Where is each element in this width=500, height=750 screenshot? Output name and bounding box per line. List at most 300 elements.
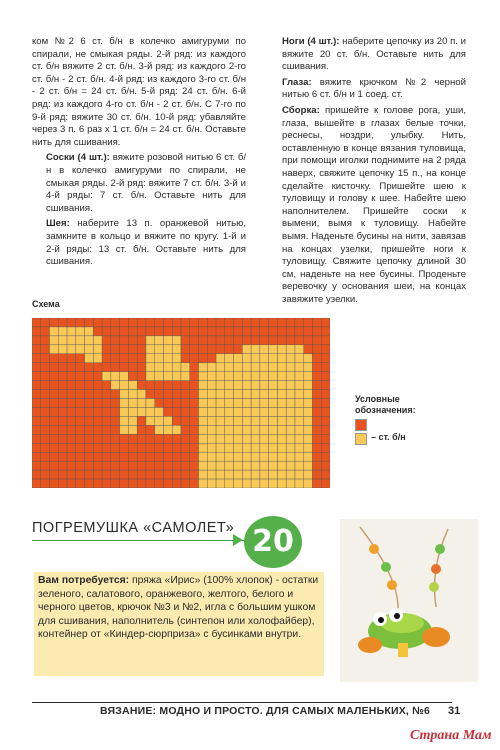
chart-cell (225, 470, 234, 479)
chart-cell (76, 399, 85, 408)
chart-cell (128, 354, 137, 363)
chart-cell (181, 372, 190, 381)
chart-cell (207, 407, 216, 416)
chart-cell (41, 354, 50, 363)
chart-cell (312, 372, 321, 381)
chart-cell (269, 372, 278, 381)
chart-cell (120, 390, 129, 399)
chart-cell (181, 443, 190, 452)
chart-cell (251, 479, 260, 488)
magazine-title: ВЯЗАНИЕ: МОДНО И ПРОСТО. ДЛЯ САМЫХ МАЛЕНЬКИХ, №6 (100, 705, 431, 717)
chart-legend (355, 394, 416, 442)
chart-cell (216, 327, 225, 336)
chart-cell (58, 354, 67, 363)
chart-cell (155, 425, 164, 434)
chart-cell (85, 434, 94, 443)
chart-cell (50, 318, 59, 327)
chart-cell (120, 354, 129, 363)
chart-cell (163, 452, 172, 461)
chart-cell (225, 390, 234, 399)
chart-cell (163, 372, 172, 381)
chart-cell (312, 434, 321, 443)
chart-cell (216, 363, 225, 372)
chart-cell (32, 425, 41, 434)
chart-cell (85, 443, 94, 452)
chart-cell (172, 470, 181, 479)
chart-cell (234, 372, 243, 381)
chart-cell (234, 461, 243, 470)
chart-cell (172, 318, 181, 327)
chart-cell (295, 470, 304, 479)
chart-cell (242, 407, 251, 416)
chart-cell (190, 345, 199, 354)
chart-cell (225, 336, 234, 345)
chart-cell (102, 336, 111, 345)
chart-cell (216, 318, 225, 327)
chart-cell (172, 452, 181, 461)
chart-cell (286, 470, 295, 479)
chart-cell (50, 470, 59, 479)
chart-cell (312, 363, 321, 372)
chart-cell (321, 327, 330, 336)
chart-cell (251, 425, 260, 434)
chart-cell (277, 399, 286, 408)
chart-cell (304, 345, 313, 354)
chart-cell (32, 407, 41, 416)
chart-cell (199, 327, 208, 336)
chart-cell (58, 363, 67, 372)
chart-cell (32, 372, 41, 381)
chart-cell (286, 381, 295, 390)
chart-cell (102, 425, 111, 434)
chart-cell (146, 479, 155, 488)
chart-cell (32, 345, 41, 354)
chart-cell (216, 452, 225, 461)
chart-cell (304, 390, 313, 399)
chart-cell (260, 470, 269, 479)
chart-cell (85, 461, 94, 470)
chart-cell (137, 479, 146, 488)
chart-cell (260, 399, 269, 408)
chart-cell (85, 345, 94, 354)
chart-cell (155, 452, 164, 461)
chart-cell (85, 399, 94, 408)
chart-cell (146, 452, 155, 461)
chart-cell (41, 345, 50, 354)
chart-cell (111, 381, 120, 390)
chart-cell (225, 354, 234, 363)
chart-cell (216, 381, 225, 390)
chart-cell (120, 318, 129, 327)
chart-cell (207, 461, 216, 470)
chart-cell (146, 407, 155, 416)
chart-cell (190, 425, 199, 434)
chart-cell (146, 354, 155, 363)
chart-cell (76, 327, 85, 336)
chart-cell (321, 407, 330, 416)
chart-cell (199, 372, 208, 381)
chart-cell (67, 470, 76, 479)
chart-cell (137, 425, 146, 434)
chart-cell (234, 425, 243, 434)
chart-cell (216, 336, 225, 345)
chart-cell (234, 363, 243, 372)
chart-cell (102, 407, 111, 416)
chart-cell (102, 363, 111, 372)
chart-cell (181, 345, 190, 354)
chart-cell (111, 354, 120, 363)
chart-cell (128, 434, 137, 443)
chart-cell (321, 345, 330, 354)
chart-cell (93, 345, 102, 354)
paragraph-text: вяжите крючком №2 черной нитью 6 ст. б/н и 1 соед. ст. (282, 76, 466, 101)
chart-cell (321, 390, 330, 399)
chart-cell (58, 381, 67, 390)
chart-cell (234, 479, 243, 488)
chart-cell (163, 399, 172, 408)
chart-cell (163, 407, 172, 416)
chart-cell (67, 354, 76, 363)
chart-cell (181, 381, 190, 390)
chart-cell (32, 416, 41, 425)
yellow-swatch (355, 433, 367, 445)
chart-cell (216, 345, 225, 354)
chart-cell (146, 345, 155, 354)
chart-cell (190, 318, 199, 327)
chart-cell (304, 425, 313, 434)
chart-cell (155, 327, 164, 336)
chart-cell (234, 318, 243, 327)
chart-cell (269, 407, 278, 416)
chart-cell (225, 443, 234, 452)
legend-title: обозначения: (355, 405, 416, 415)
chart-cell (50, 327, 59, 336)
chart-cell (111, 327, 120, 336)
chart-cell (111, 345, 120, 354)
chart-cell (32, 318, 41, 327)
chart-cell (242, 327, 251, 336)
chart-cell (304, 363, 313, 372)
chart-cell (321, 479, 330, 488)
chart-cell (128, 363, 137, 372)
chart-cell (286, 318, 295, 327)
chart-cell (234, 354, 243, 363)
body-paragraph (268, 77, 466, 102)
paragraph-label: Соски (4 шт.): (46, 152, 110, 164)
chart-cell (207, 452, 216, 461)
legend-item-label: – ст. б/н (371, 432, 406, 442)
chart-cell (269, 336, 278, 345)
chart-cell (102, 372, 111, 381)
chart-cell (41, 399, 50, 408)
chart-cell (199, 399, 208, 408)
chart-cell (295, 416, 304, 425)
chart-cell (269, 479, 278, 488)
chart-cell (234, 399, 243, 408)
chart-cell (102, 434, 111, 443)
chart-cell (207, 381, 216, 390)
chart-cell (260, 434, 269, 443)
chart-cell (85, 452, 94, 461)
chart-cell (269, 381, 278, 390)
chart-cell (304, 327, 313, 336)
chart-cell (199, 354, 208, 363)
requirements-body: пряжа «Ирис» (100% хлопок) - остатки зеленого, салатового, оранжевого, желтого, белого и черного цветов, крючок №3 и №2, игла с большим ушком для сшивания, наполнитель (синтепон или холофайбер), контейнер от «Киндер-сюрприза» с бусинками внутри. (38, 575, 319, 641)
chart-cell (93, 407, 102, 416)
chart-cell (181, 399, 190, 408)
chart-cell (120, 372, 129, 381)
chart-cell (128, 336, 137, 345)
chart-cell (190, 416, 199, 425)
chart-cell (41, 372, 50, 381)
chart-cell (234, 327, 243, 336)
chart-cell (312, 425, 321, 434)
chart-cell (304, 399, 313, 408)
chart-cell (85, 407, 94, 416)
chart-cell (190, 390, 199, 399)
chart-cell (190, 372, 199, 381)
chart-cell (304, 354, 313, 363)
chart-cell (181, 461, 190, 470)
chart-cell (146, 390, 155, 399)
chart-cell (225, 479, 234, 488)
chart-cell (58, 399, 67, 408)
chart-cell (216, 479, 225, 488)
chart-cell (234, 407, 243, 416)
chart-cell (146, 327, 155, 336)
chart-cell (102, 399, 111, 408)
chart-cell (93, 399, 102, 408)
chart-cell (58, 434, 67, 443)
chart-cell (181, 318, 190, 327)
chart-cell (163, 327, 172, 336)
chart-cell (199, 390, 208, 399)
chart-cell (286, 461, 295, 470)
chart-cell (207, 479, 216, 488)
chart-cell (251, 416, 260, 425)
chart-cell (242, 434, 251, 443)
chart-cell (234, 452, 243, 461)
chart-cell (67, 399, 76, 408)
chart-cell (58, 470, 67, 479)
chart-cell (111, 461, 120, 470)
chart-cell (225, 381, 234, 390)
chart-cell (304, 372, 313, 381)
chart-cell (181, 434, 190, 443)
chart-cell (181, 425, 190, 434)
chart-cell (251, 336, 260, 345)
chart-cell (137, 336, 146, 345)
chart-cell (50, 363, 59, 372)
chart-cell (269, 461, 278, 470)
chart-cell (181, 452, 190, 461)
chart-cell (286, 416, 295, 425)
chart-cell (312, 407, 321, 416)
chart-cell (67, 461, 76, 470)
chart-cell (111, 479, 120, 488)
chart-cell (190, 407, 199, 416)
knitting-chart (32, 318, 330, 488)
chart-cell (111, 399, 120, 408)
chart-cell (85, 336, 94, 345)
project-number-badge: 20 (244, 516, 302, 568)
chart-cell (172, 461, 181, 470)
chart-cell (207, 416, 216, 425)
chart-cell (111, 416, 120, 425)
chart-cell (277, 407, 286, 416)
chart-cell (295, 327, 304, 336)
chart-cell (128, 318, 137, 327)
chart-cell (137, 407, 146, 416)
chart-cell (67, 390, 76, 399)
chart-cell (111, 470, 120, 479)
chart-cell (269, 470, 278, 479)
chart-cell (172, 390, 181, 399)
chart-cell (260, 443, 269, 452)
chart-cell (321, 354, 330, 363)
chart-cell (304, 479, 313, 488)
chart-cell (295, 354, 304, 363)
chart-cell (207, 470, 216, 479)
chart-cell (242, 479, 251, 488)
page-number: 31 (448, 705, 461, 717)
chart-cell (199, 381, 208, 390)
chart-cell (93, 318, 102, 327)
badge-pointer (233, 534, 243, 546)
chart-cell (93, 434, 102, 443)
chart-cell (277, 381, 286, 390)
chart-cell (85, 381, 94, 390)
chart-cell (295, 390, 304, 399)
chart-cell (102, 327, 111, 336)
chart-cell (111, 390, 120, 399)
chart-cell (93, 443, 102, 452)
chart-cell (76, 354, 85, 363)
chart-cell (155, 443, 164, 452)
chart-cell (41, 381, 50, 390)
chart-cell (225, 372, 234, 381)
chart-cell (102, 390, 111, 399)
chart-cell (146, 381, 155, 390)
chart-cell (181, 416, 190, 425)
chart-cell (242, 381, 251, 390)
chart-cell (199, 479, 208, 488)
chart-cell (146, 363, 155, 372)
chart-cell (251, 443, 260, 452)
chart-cell (277, 336, 286, 345)
chart-cell (207, 425, 216, 434)
chart-cell (260, 407, 269, 416)
chart-cell (155, 363, 164, 372)
chart-cell (216, 416, 225, 425)
chart-cell (146, 336, 155, 345)
chart-cell (58, 461, 67, 470)
chart-cell (225, 416, 234, 425)
schema-label: Схема (32, 299, 60, 309)
chart-cell (181, 336, 190, 345)
chart-cell (181, 479, 190, 488)
chart-cell (260, 363, 269, 372)
chart-cell (128, 327, 137, 336)
chart-cell (172, 372, 181, 381)
chart-cell (41, 425, 50, 434)
chart-cell (321, 336, 330, 345)
chart-cell (269, 345, 278, 354)
chart-cell (251, 399, 260, 408)
chart-cell (242, 336, 251, 345)
chart-cell (199, 470, 208, 479)
chart-cell (111, 363, 120, 372)
chart-cell (312, 443, 321, 452)
chart-cell (260, 416, 269, 425)
chart-cell (216, 461, 225, 470)
chart-cell (58, 425, 67, 434)
chart-cell (93, 381, 102, 390)
chart-cell (295, 461, 304, 470)
chart-cell (269, 327, 278, 336)
chart-cell (111, 434, 120, 443)
chart-cell (120, 434, 129, 443)
chart-cell (155, 470, 164, 479)
section-title: ПОГРЕМУШКА «САМОЛЕТ» (32, 520, 235, 536)
chart-cell (242, 425, 251, 434)
chart-cell (312, 318, 321, 327)
chart-cell (286, 452, 295, 461)
chart-cell (50, 479, 59, 488)
chart-cell (225, 407, 234, 416)
chart-cell (225, 363, 234, 372)
chart-cell (260, 372, 269, 381)
chart-cell (76, 443, 85, 452)
chart-cell (321, 363, 330, 372)
chart-cell (242, 461, 251, 470)
chart-cell (260, 354, 269, 363)
chart-cell (146, 470, 155, 479)
chart-cell (137, 345, 146, 354)
chart-cell (41, 461, 50, 470)
chart-cell (76, 470, 85, 479)
chart-cell (137, 443, 146, 452)
chart-cell (312, 354, 321, 363)
chart-cell (225, 425, 234, 434)
chart-cell (120, 479, 129, 488)
chart-cell (277, 372, 286, 381)
chart-cell (312, 470, 321, 479)
chart-cell (234, 336, 243, 345)
chart-cell (32, 381, 41, 390)
chart-cell (50, 434, 59, 443)
chart-cell (251, 345, 260, 354)
chart-cell (85, 372, 94, 381)
chart-cell (242, 470, 251, 479)
paragraph-text: вяжите розовой нитью 6 ст. б/н в колечко амигуруми по спирали, не смыкая ряды. 2-й ряд: вяжите 7 ст. б/н. 3-й и 4-й ряды: 7 ст. б/н. Оставьте нить для сшивания. (46, 152, 247, 214)
chart-cell (199, 452, 208, 461)
chart-cell (216, 425, 225, 434)
chart-cell (269, 399, 278, 408)
chart-cell (67, 318, 76, 327)
chart-cell (76, 416, 85, 425)
chart-cell (295, 381, 304, 390)
chart-cell (190, 363, 199, 372)
chart-cell (321, 381, 330, 390)
chart-cell (260, 318, 269, 327)
chart-cell (32, 461, 41, 470)
chart-cell (155, 416, 164, 425)
chart-cell (50, 416, 59, 425)
chart-cell (277, 470, 286, 479)
chart-cell (181, 363, 190, 372)
footer-rule (32, 702, 452, 703)
